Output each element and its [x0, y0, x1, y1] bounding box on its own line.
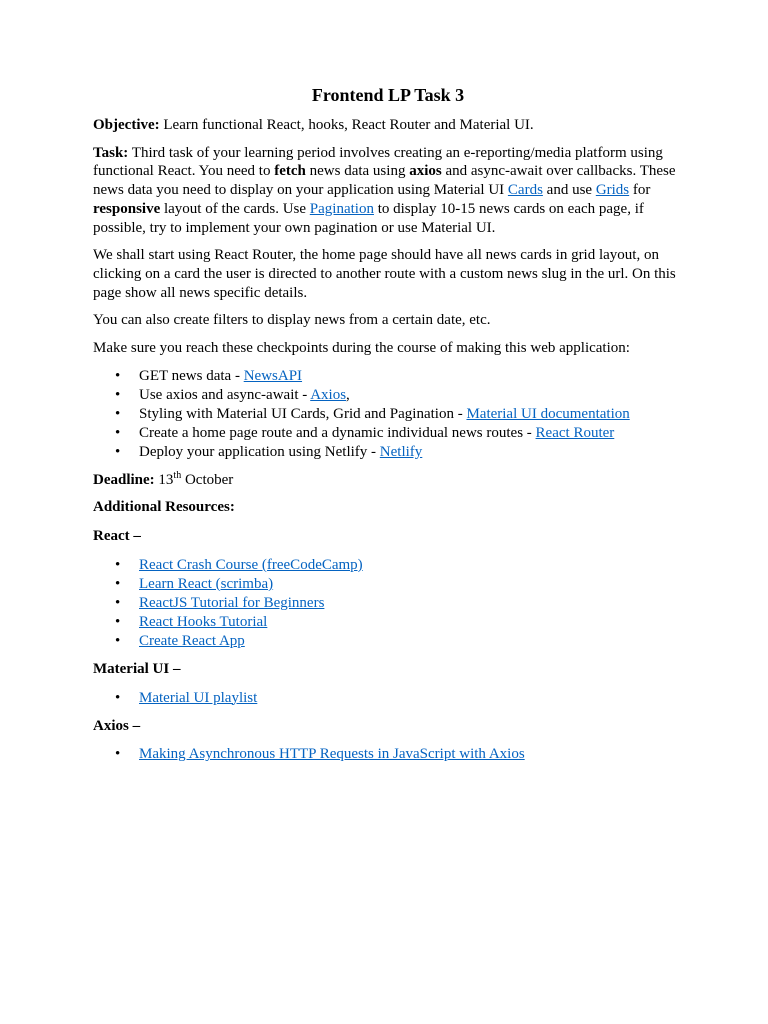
task-fetch-bold: fetch	[274, 163, 306, 180]
netlify-link[interactable]: Netlify	[379, 443, 423, 460]
list-item	[93, 594, 683, 613]
material-ui-resources-list	[93, 689, 683, 708]
task-axios-bold: axios	[409, 163, 442, 180]
filters-paragraph: You can also create filters to display news from a certain date, etc.	[93, 312, 491, 329]
task-text-2: news data using	[305, 163, 410, 180]
list-item	[93, 367, 683, 386]
task-text-5: for	[629, 182, 651, 199]
checkpoint-text: Styling with Material UI Cards, Grid and Pagination -	[139, 405, 467, 422]
material-ui-docs-link[interactable]: Material UI documentation	[466, 405, 630, 422]
router-paragraph: We shall start using React Router, the home page should have all news cards in grid layout, on clicking on a card the user is directed to another route with a custom news slug in the url. On this page show all news specific details.	[93, 247, 676, 301]
cards-link[interactable]: Cards	[507, 182, 543, 199]
checkpoint-text: Use axios and async-await -	[139, 386, 311, 403]
task-text-7: to display 10-15 news cards on each page, if possible, try to implement your own pagination or use Material UI.	[93, 200, 644, 236]
axios-resources-list	[93, 745, 683, 764]
checkpoint-text: GET news data -	[139, 367, 244, 384]
axios-link[interactable]: Axios	[310, 386, 347, 403]
task-responsive-bold: responsive	[93, 200, 161, 217]
list-item	[93, 745, 683, 764]
react-crash-course-link[interactable]: React Crash Course (freeCodeCamp)	[139, 556, 363, 573]
page-title: Frontend LP Task 3	[311, 85, 465, 105]
document-page	[93, 84, 683, 773]
checkpoints-intro: Make sure you reach these checkpoints during the course of making this web application:	[93, 340, 630, 357]
newsapi-link[interactable]: NewsAPI	[243, 367, 303, 384]
objective-label: Objective:	[93, 117, 160, 133]
axios-http-requests-link[interactable]: Making Asynchronous HTTP Requests in JavaScript with Axios	[139, 746, 525, 763]
task-text-3: and async-await over callbacks. These news data you need to display on your application using Material UI	[93, 163, 676, 199]
checkpoint-text: Create a home page route and a dynamic individual news routes -	[139, 424, 536, 441]
react-router-link[interactable]: React Router	[535, 424, 615, 441]
checkpoint-suffix: ,	[346, 386, 350, 403]
task-text-1: Third task of your learning period involves creating an e-reporting/media platform using functional React. You need to	[93, 144, 663, 180]
checkpoint-text: Deploy your application using Netlify -	[139, 443, 380, 460]
list-item	[93, 575, 683, 594]
list-item	[93, 386, 683, 405]
deadline-label: Deadline:	[93, 471, 155, 488]
list-item	[93, 443, 683, 462]
react-resources-list	[93, 556, 683, 651]
checkpoints-list	[93, 367, 683, 462]
material-ui-playlist-link[interactable]: Material UI playlist	[139, 689, 258, 706]
additional-resources-heading: Additional Resources:	[93, 499, 235, 516]
list-item	[93, 689, 683, 708]
deadline-day: 13	[154, 471, 174, 488]
pagination-link[interactable]: Pagination	[309, 200, 374, 217]
deadline-month: October	[181, 471, 234, 488]
material-ui-heading: Material UI –	[93, 660, 181, 677]
deadline-paragraph	[93, 471, 683, 490]
task-paragraph	[93, 144, 683, 238]
create-react-app-link[interactable]: Create React App	[139, 632, 245, 649]
react-heading: React –	[93, 528, 141, 545]
list-item	[93, 613, 683, 632]
task-text-4: and use	[542, 182, 596, 199]
list-item	[93, 405, 683, 424]
objective-text: Learn functional React, hooks, React Router and Material UI.	[159, 117, 534, 133]
list-item	[93, 632, 683, 651]
task-label: Task:	[93, 144, 129, 161]
list-item	[93, 424, 683, 443]
objective-paragraph	[93, 116, 683, 135]
axios-heading: Axios –	[93, 717, 141, 734]
learn-react-scrimba-link[interactable]: Learn React (scrimba)	[139, 575, 274, 592]
list-item	[93, 556, 683, 575]
task-text-6: layout of the cards. Use	[160, 200, 310, 217]
deadline-day-suffix: th	[173, 469, 182, 481]
reactjs-tutorial-link[interactable]: ReactJS Tutorial for Beginners	[139, 594, 325, 611]
grids-link[interactable]: Grids	[595, 182, 630, 199]
react-hooks-tutorial-link[interactable]: React Hooks Tutorial	[139, 613, 268, 630]
